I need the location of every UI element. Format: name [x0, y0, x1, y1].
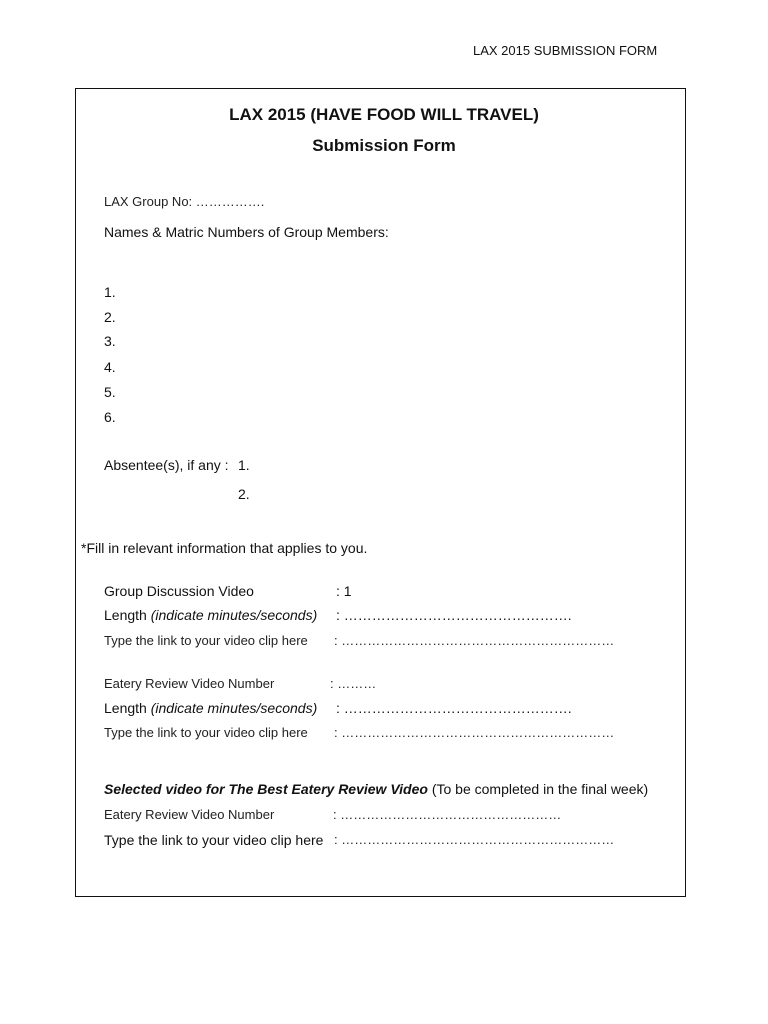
- best-eatery-number-label: Eatery Review Video Number: [104, 807, 275, 822]
- best-eatery-note: (To be completed in the final week): [431, 781, 649, 797]
- absentees-label: Absentee(s), if any :: [104, 457, 229, 473]
- length-hint: (indicate minutes/seconds): [150, 607, 318, 623]
- form-subtitle: Submission Form: [312, 136, 456, 155]
- form-border: [75, 88, 686, 897]
- form-title: LAX 2015 (HAVE FOOD WILL TRAVEL): [229, 105, 539, 124]
- group-discussion-length-row: [104, 607, 317, 623]
- group-discussion-value[interactable]: : 1: [336, 583, 352, 599]
- group-discussion-length-field[interactable]: : ………………………………………….: [336, 607, 572, 623]
- absentee-2[interactable]: 2.: [238, 486, 250, 502]
- eatery-review-length-row: [104, 700, 317, 716]
- best-eatery-link-label: Type the link to your video clip here: [104, 832, 324, 848]
- best-eatery-number-field[interactable]: : ……………………………………………: [333, 807, 562, 822]
- group-no-field[interactable]: LAX Group No: …………….: [104, 194, 265, 209]
- member-1[interactable]: 1.: [104, 284, 116, 300]
- eatery-review-link-label: Type the link to your video clip here: [104, 725, 308, 740]
- eatery-review-link-field[interactable]: : ………………………………………………………: [334, 725, 615, 740]
- group-discussion-link-field[interactable]: : ………………………………………………………: [334, 633, 615, 648]
- eatery-review-label: Eatery Review Video Number: [104, 676, 275, 691]
- members-label: Names & Matric Numbers of Group Members:: [104, 224, 389, 240]
- length-label: Length: [104, 607, 147, 623]
- member-6[interactable]: 6.: [104, 409, 116, 425]
- length-hint: (indicate minutes/seconds): [150, 700, 318, 716]
- member-5[interactable]: 5.: [104, 384, 116, 400]
- absentee-1[interactable]: 1.: [238, 457, 250, 473]
- member-3[interactable]: 3.: [104, 333, 116, 349]
- page-header: LAX 2015 SUBMISSION FORM: [473, 43, 658, 58]
- group-discussion-label: Group Discussion Video: [104, 583, 254, 599]
- instruction-text: *Fill in relevant information that applies to you.: [81, 540, 368, 556]
- group-discussion-link-label: Type the link to your video clip here: [104, 633, 308, 648]
- best-eatery-link-field[interactable]: : ………………………………………………………: [334, 832, 615, 847]
- best-eatery-heading-row: [104, 781, 648, 797]
- best-eatery-heading: Selected video for The Best Eatery Review Video: [104, 781, 428, 797]
- member-4[interactable]: 4.: [104, 359, 116, 375]
- length-label: Length: [104, 700, 147, 716]
- eatery-review-length-field[interactable]: : ………………………………………….: [336, 700, 572, 716]
- eatery-review-value[interactable]: : ………: [330, 676, 377, 691]
- member-2[interactable]: 2.: [104, 309, 116, 325]
